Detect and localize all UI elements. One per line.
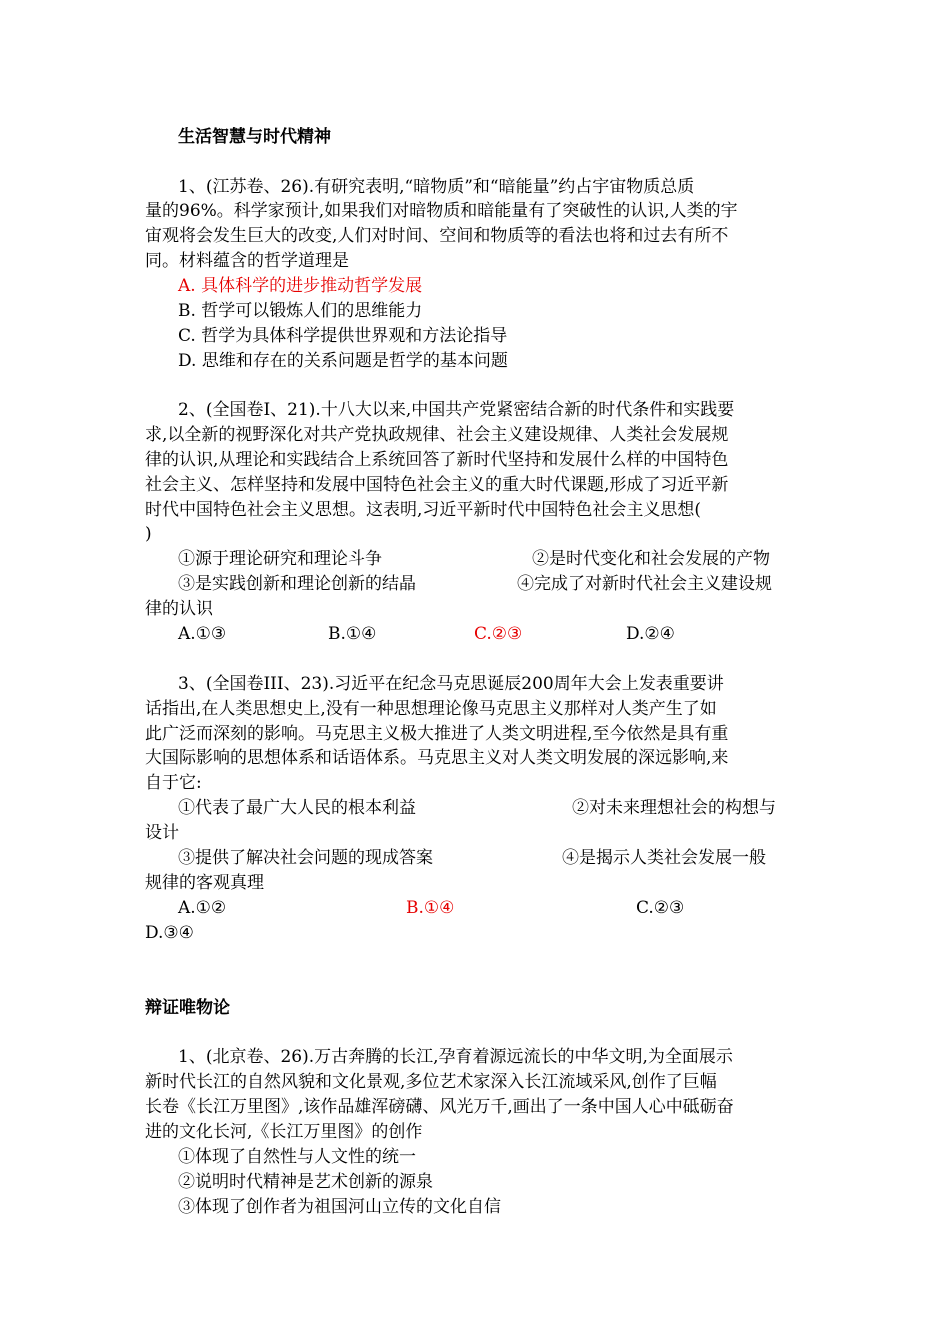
statement-item: ①代表了最广大人民的根本利益 <box>178 798 416 818</box>
question-text-line: 宙观将会发生巨大的改变,人们对时间、空间和物质等的看法也将和过去有所不 <box>145 226 729 246</box>
question-text-line: 求,以全新的视野深化对共产党执政规律、社会主义建设规律、人类社会发展规 <box>145 425 729 445</box>
answer-choice: D.②④ <box>626 624 675 644</box>
question-text-line: ) <box>145 524 152 544</box>
statement-item: ②说明时代精神是艺术创新的源泉 <box>178 1172 433 1192</box>
question-text-line: 大国际影响的思想体系和话语体系。马克思主义对人类文明发展的深远影响,来 <box>145 748 729 768</box>
answer-choice-correct: B.①④ <box>406 898 455 918</box>
answer-choice: A.①③ <box>178 624 227 644</box>
answer-choice-correct: C.②③ <box>474 624 523 644</box>
answer-option: C. 哲学为具体科学提供世界观和方法论指导 <box>178 326 508 346</box>
statement-item: ②是时代变化和社会发展的产物 <box>532 549 770 569</box>
statement-item: ①体现了自然性与人文性的统一 <box>178 1147 416 1167</box>
statement-item: ①源于理论研究和理论斗争 <box>178 549 382 569</box>
answer-choice: C.②③ <box>636 898 685 918</box>
question-text-line: 此广泛而深刻的影响。马克思主义极大推进了人类文明进程,至今依然是具有重 <box>145 724 729 744</box>
question-text-line: 量的96%。科学家预计,如果我们对暗物质和暗能量有了突破性的认识,人类的宇 <box>145 201 738 221</box>
question-text-line: 新时代长江的自然风貌和文化景观,多位艺术家深入长江流域采风,创作了巨幅 <box>145 1072 717 1092</box>
question-text-line: 社会主义、怎样坚持和发展中国特色社会主义的重大时代课题,形成了习近平新 <box>145 475 729 495</box>
section-heading: 生活智慧与时代精神 <box>178 127 331 147</box>
answer-choice: A.①② <box>178 898 227 918</box>
question-text-line: 3、(全国卷III、23).习近平在纪念马克思诞辰200周年大会上发表重要讲 <box>178 674 724 694</box>
question-text-line: 长卷《长江万里图》,该作品雄浑磅礴、风光万千,画出了一条中国人心中砥砺奋 <box>145 1097 734 1117</box>
statement-item: 设计 <box>145 823 179 843</box>
statement-item: 规律的客观真理 <box>145 873 264 893</box>
statement-item: ④是揭示人类社会发展一般 <box>562 848 766 868</box>
section-heading: 辩证唯物论 <box>145 998 230 1018</box>
statement-item: ③是实践创新和理论创新的结晶 <box>178 574 416 594</box>
question-text-line: 同。材料蕴含的哲学道理是 <box>145 251 349 271</box>
question-text-line: 进的文化长河,《长江万里图》的创作 <box>145 1122 423 1142</box>
question-text-line: 自于它: <box>145 773 202 793</box>
statement-item: ②对未来理想社会的构想与 <box>572 798 776 818</box>
question-text-line: 话指出,在人类思想史上,没有一种思想理论像马克思主义那样对人类产生了如 <box>145 699 717 719</box>
answer-option: B. 哲学可以锻炼人们的思维能力 <box>178 301 423 321</box>
statement-item: 律的认识 <box>145 599 213 619</box>
answer-option-correct: A. 具体科学的进步推动哲学发展 <box>178 276 423 296</box>
question-text-line: 2、(全国卷I、21).十八大以来,中国共产党紧密结合新的时代条件和实践要 <box>178 400 735 420</box>
answer-option: D. 思维和存在的关系问题是哲学的基本问题 <box>178 351 508 371</box>
statement-item: ③提供了解决社会问题的现成答案 <box>178 848 433 868</box>
answer-choice: D.③④ <box>145 923 194 943</box>
statement-item: ④完成了对新时代社会主义建设规 <box>517 574 772 594</box>
statement-item: ③体现了创作者为祖国河山立传的文化自信 <box>178 1197 501 1217</box>
question-text-line: 律的认识,从理论和实践结合上系统回答了新时代坚持和发展什么样的中国特色 <box>145 450 729 470</box>
question-text-line: 时代中国特色社会主义思想。这表明,习近平新时代中国特色社会主义思想( <box>145 500 702 520</box>
question-text-line: 1、(江苏卷、26).有研究表明,“暗物质”和“暗能量”约占宇宙物质总质 <box>178 177 695 197</box>
answer-choice: B.①④ <box>328 624 377 644</box>
question-text-line: 1、(北京卷、26).万古奔腾的长江,孕育着源远流长的中华文明,为全面展示 <box>178 1047 733 1067</box>
